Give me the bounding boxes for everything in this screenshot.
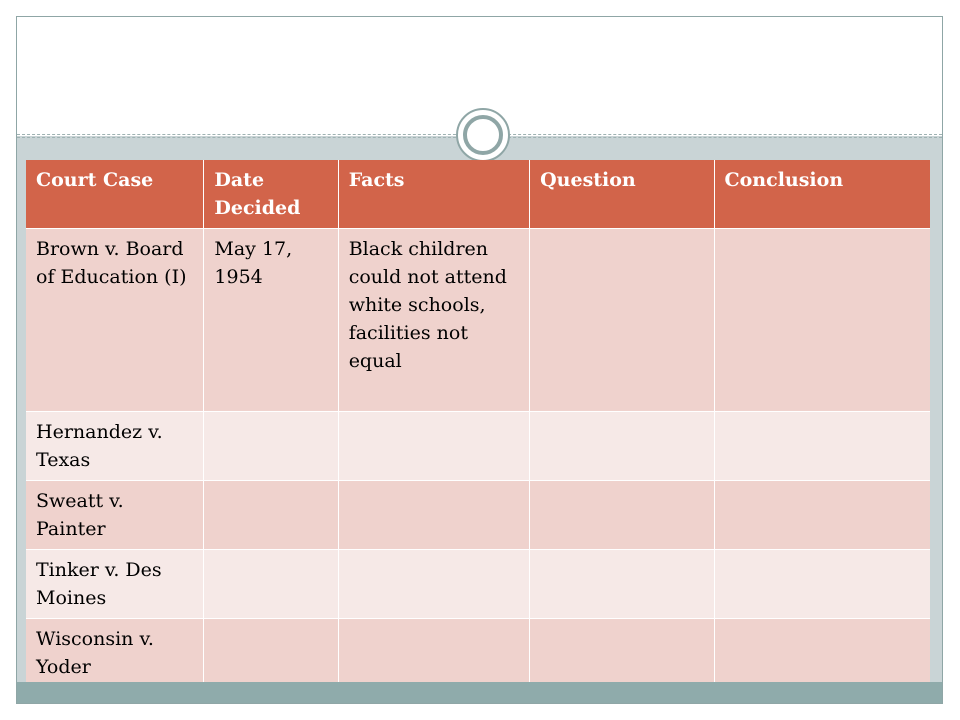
cell-court-case: Tinker v. Des Moines — [26, 550, 204, 619]
table-row — [26, 481, 930, 550]
cell-conclusion — [714, 619, 930, 688]
cell-court-case: Sweatt v. Painter — [26, 481, 204, 550]
cell-facts — [338, 550, 529, 619]
cell-question — [530, 481, 714, 550]
header-conclusion: Conclusion — [714, 160, 930, 229]
header-date-decided: Date Decided — [204, 160, 338, 229]
table-row — [26, 619, 930, 688]
table-header-row — [26, 160, 930, 229]
cell-date-decided: May 17, 1954 — [204, 229, 338, 412]
cell-facts — [338, 412, 529, 481]
decorative-circle-ornament — [456, 108, 510, 162]
cell-conclusion — [714, 550, 930, 619]
cell-question — [530, 412, 714, 481]
footer-bar — [17, 682, 942, 703]
header-court-case: Court Case — [26, 160, 204, 229]
cell-question — [530, 550, 714, 619]
cell-date-decided — [204, 550, 338, 619]
cell-conclusion — [714, 481, 930, 550]
cell-conclusion — [714, 412, 930, 481]
cell-date-decided — [204, 481, 338, 550]
cell-facts — [338, 619, 529, 688]
cell-conclusion — [714, 229, 930, 412]
header-facts: Facts — [338, 160, 529, 229]
slide-frame — [16, 16, 943, 704]
cell-date-decided — [204, 619, 338, 688]
cell-court-case: Brown v. Board of Education (I) — [26, 229, 204, 412]
cell-question — [530, 229, 714, 412]
court-cases-table — [26, 160, 930, 688]
header-question: Question — [530, 160, 714, 229]
cell-facts: Black children could not attend white schools, facilities not equal — [338, 229, 529, 412]
table-row — [26, 550, 930, 619]
decorative-circle-inner — [463, 115, 503, 155]
cell-court-case: Hernandez v. Texas — [26, 412, 204, 481]
cell-question — [530, 619, 714, 688]
table-row — [26, 412, 930, 481]
cell-court-case: Wisconsin v. Yoder — [26, 619, 204, 688]
table-row — [26, 229, 930, 412]
cell-facts — [338, 481, 529, 550]
cell-date-decided — [204, 412, 338, 481]
